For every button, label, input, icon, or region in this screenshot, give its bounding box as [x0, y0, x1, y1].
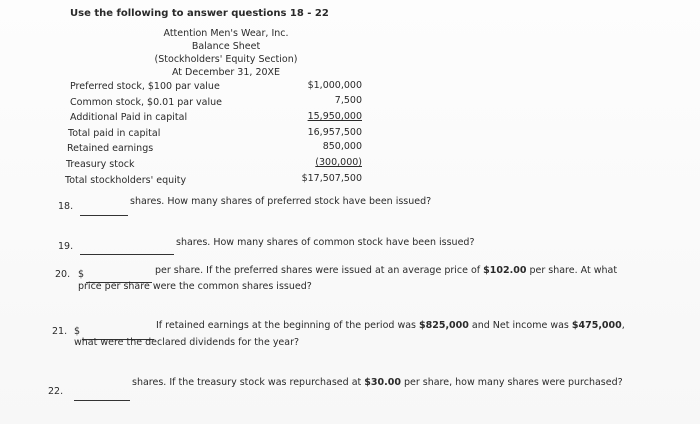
question-19-number: 19.: [58, 241, 74, 252]
question-22-text: [132, 377, 623, 388]
retained-earnings-label: Retained earnings: [67, 143, 154, 154]
question-21-text-line2: what were the declared dividends for the year?: [74, 337, 300, 348]
question-21-net-income-value: $475,000: [571, 320, 622, 331]
question-20-text: [155, 265, 617, 276]
statement-title: Balance Sheet: [191, 41, 261, 52]
question-21-dollar-sign: $: [74, 326, 81, 337]
question-21-number: 21.: [52, 326, 68, 337]
additional-paid-in-capital-label: Additional Paid in capital: [70, 112, 188, 123]
question-20-text-line2: price per share were the common shares issued?: [78, 281, 312, 292]
total-equity-label: Total stockholders' equity: [65, 175, 187, 186]
question-20-dollar-sign: $: [78, 269, 85, 280]
total-paid-in-capital-amount: 16,957,500: [307, 127, 362, 138]
question-20-price-value: $102.00: [483, 265, 527, 276]
question-21-text-mid: and Net income was: [468, 320, 572, 331]
common-stock-label: Common stock, $0.01 par value: [70, 97, 222, 108]
treasury-stock-label: Treasury stock: [66, 159, 135, 170]
question-21-text: [156, 320, 625, 331]
preferred-stock-amount: $1,000,000: [307, 80, 362, 91]
statement-date: At December 31, 20XE: [171, 67, 281, 78]
retained-earnings-amount: 850,000: [322, 141, 362, 152]
question-18-answer-blank[interactable]: [80, 201, 128, 220]
question-22-text-after: per share, how many shares were purchased?: [400, 377, 623, 388]
question-20-text-after: per share. At what: [526, 265, 618, 276]
question-20-text-before: per share. If the preferred shares were issued at an average price of: [155, 265, 484, 276]
additional-paid-in-capital-amount: 15,950,000: [307, 111, 362, 122]
company-name: Attention Men's Wear, Inc.: [163, 28, 289, 39]
statement-section: (Stockholders' Equity Section): [154, 54, 298, 65]
preferred-stock-label: Preferred stock, $100 par value: [70, 81, 220, 92]
question-19-text: shares. How many shares of common stock have been issued?: [176, 237, 475, 248]
question-21-text-after: ,: [621, 320, 625, 331]
question-22-number: 22.: [48, 386, 64, 397]
question-18-number: 18.: [58, 201, 74, 212]
total-paid-in-capital-label: Total paid in capital: [68, 128, 161, 139]
question-19-answer-blank[interactable]: [80, 240, 174, 259]
question-18-text: shares. How many shares of preferred stock have been issued?: [130, 196, 432, 207]
common-stock-amount: 7,500: [334, 95, 362, 106]
question-22-repurchase-price: $30.00: [364, 377, 401, 388]
total-equity-amount: $17,507,500: [301, 173, 362, 184]
question-21-text-before: If retained earnings at the beginning of the period was: [156, 320, 419, 331]
question-22-answer-blank[interactable]: [74, 386, 130, 405]
question-22-text-before: shares. If the treasury stock was repurchased at: [132, 377, 365, 388]
instructions-heading: Use the following to answer questions 18 - 22: [70, 8, 329, 19]
question-20-number: 20.: [55, 269, 71, 280]
treasury-stock-amount: (300,000): [315, 157, 362, 168]
question-21-beginning-re-value: $825,000: [419, 320, 469, 331]
